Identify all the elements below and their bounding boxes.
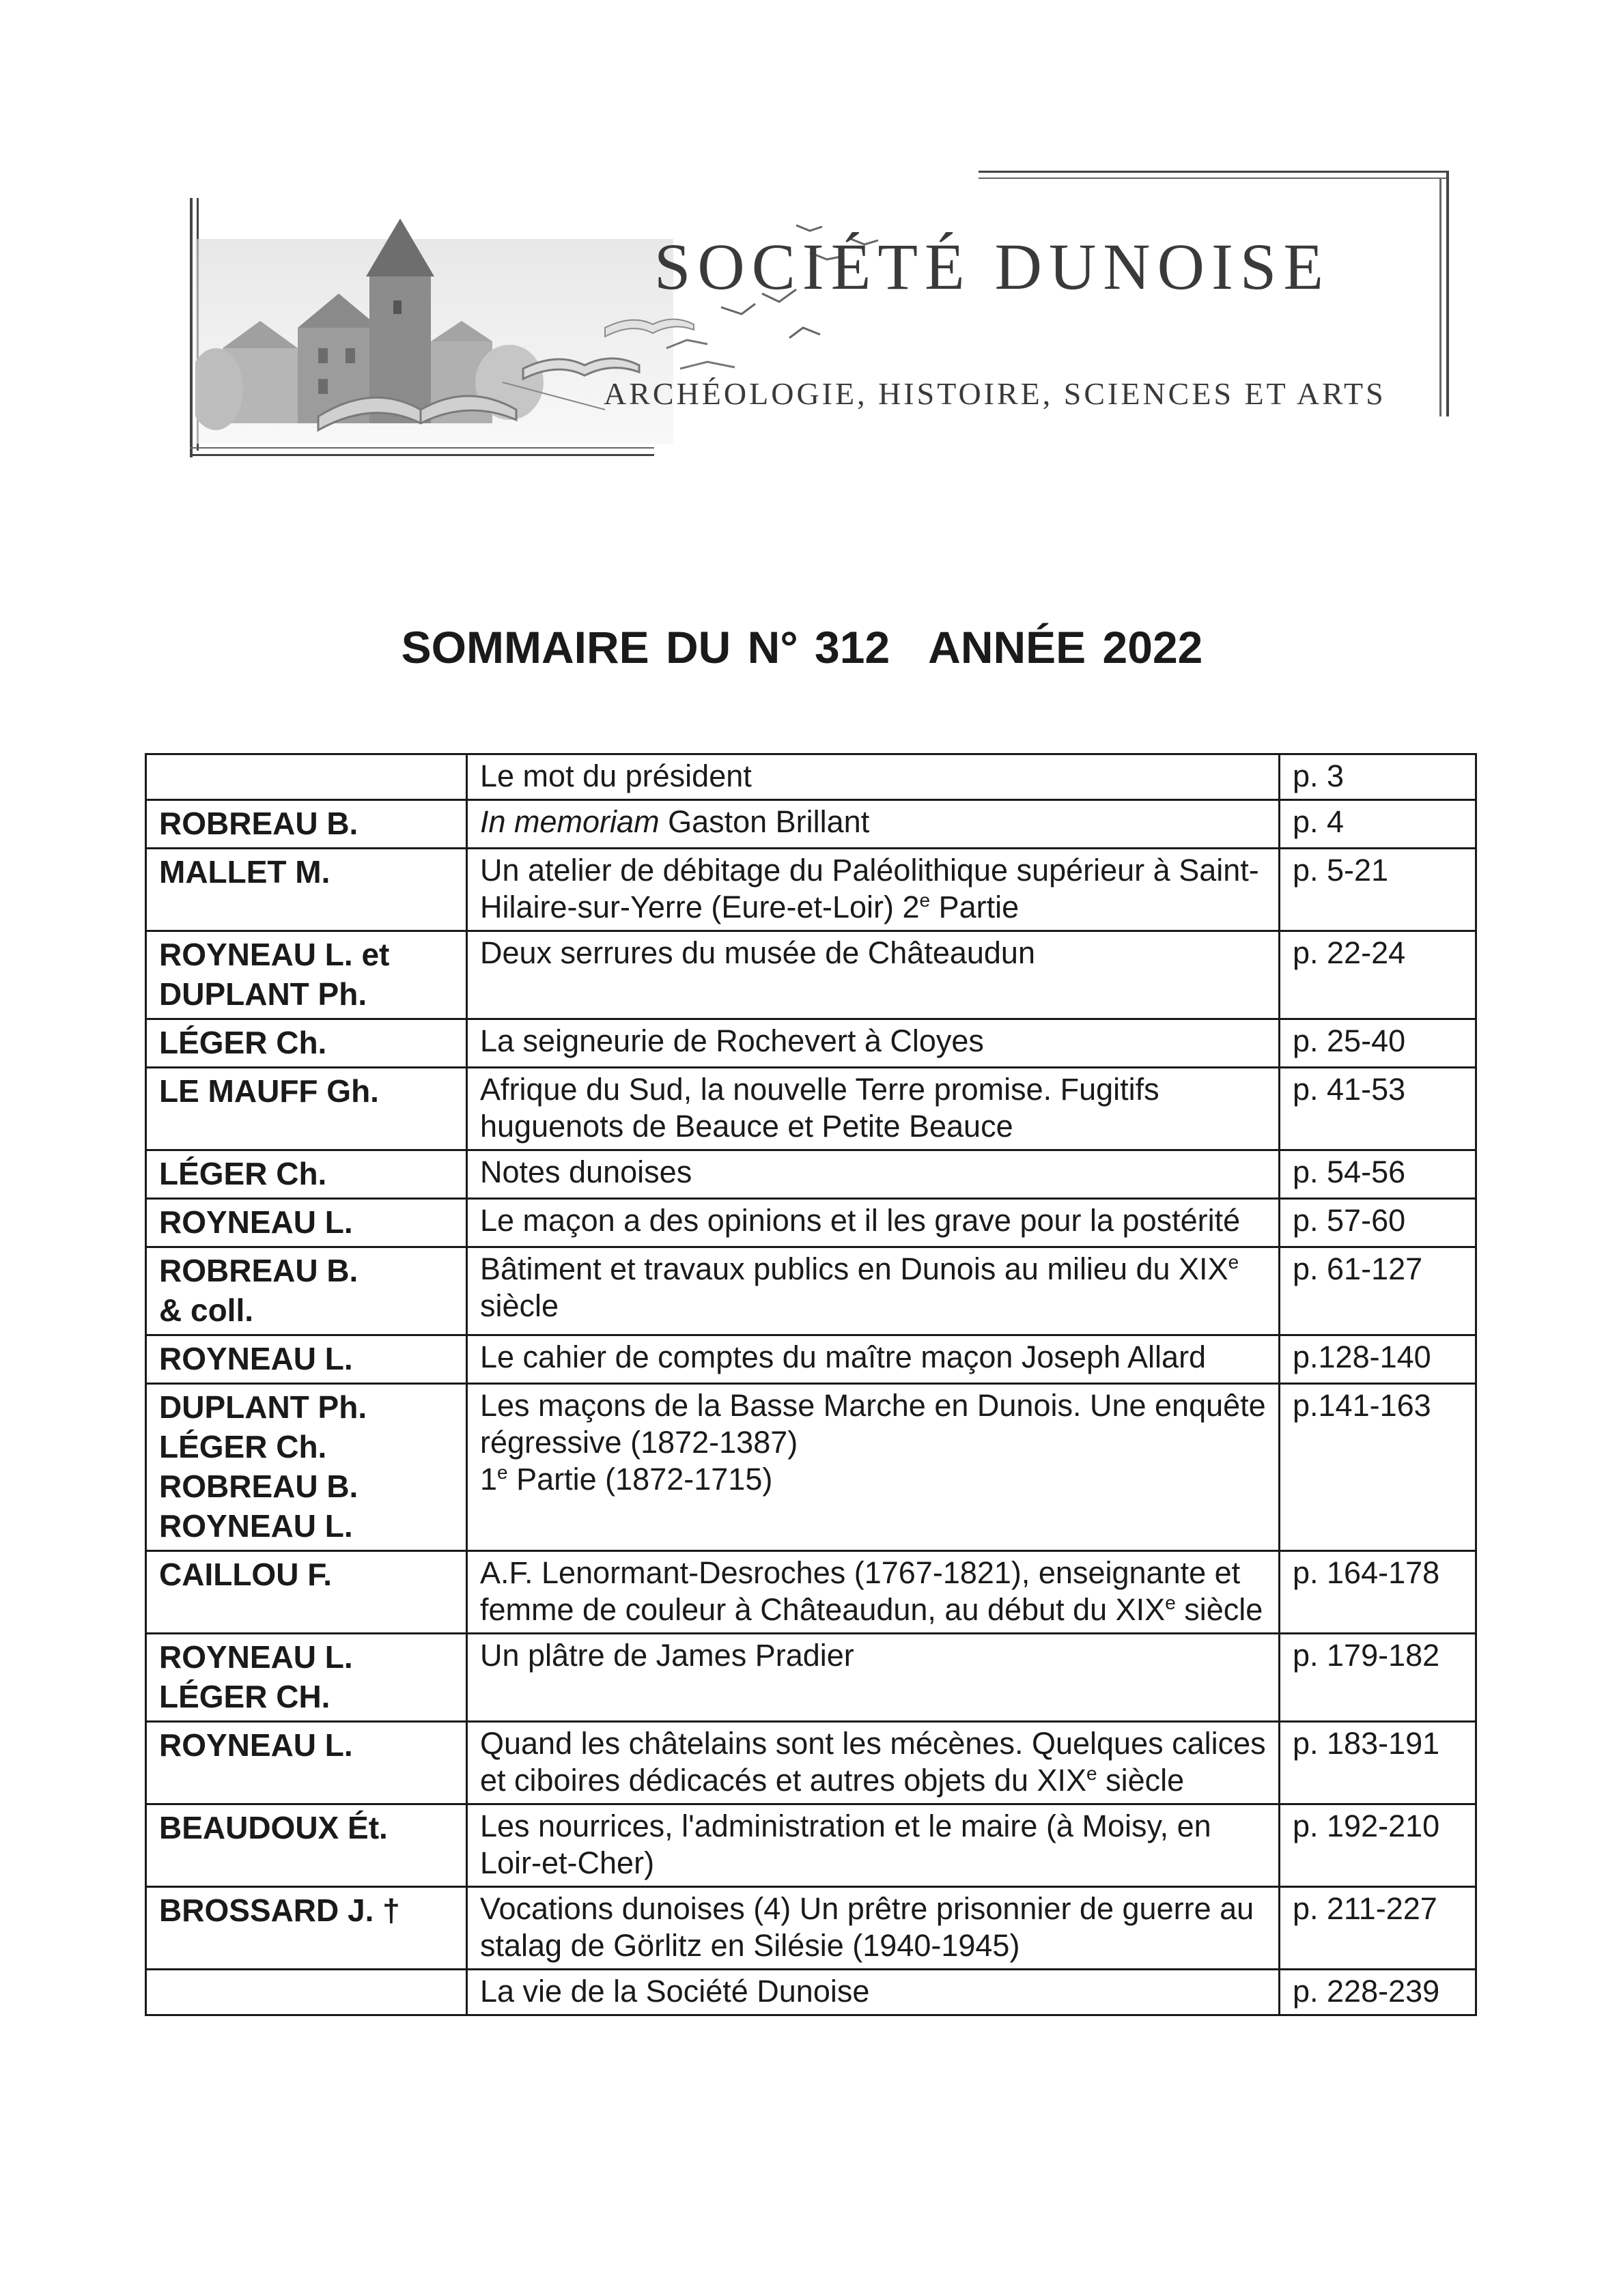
title-text: Un atelier de débitage du Paléolithique supérieur à Saint-Hilaire-sur-Yerre (Eure-et-Loir) 2 (480, 853, 1259, 924)
author-cell (146, 849, 467, 931)
superscript: e (1086, 1763, 1097, 1784)
title-text: Afrique du Sud, la nouvelle Terre promise. Fugitifs huguenots de Beauce et Petite Beauce (480, 1072, 1159, 1144)
page-range: p. 61-127 (1280, 1247, 1476, 1335)
article-title (467, 1804, 1280, 1887)
page-range: p.141-163 (1280, 1384, 1476, 1551)
title-issue: SOMMAIRE DU N° 312 (401, 622, 890, 672)
author-cell (146, 1887, 467, 1970)
title-text: Les maçons de la Basse Marche en Dunois. Une enquête régressive (1872-1387) (480, 1388, 1266, 1460)
title-text: siècle (480, 1288, 559, 1323)
page-range: p.128-140 (1280, 1335, 1476, 1384)
page-title (0, 621, 1604, 673)
table-row (146, 1970, 1476, 2015)
page-range: p. 25-40 (1280, 1019, 1476, 1068)
title-text: Partie (930, 890, 1019, 924)
author-cell (146, 1551, 467, 1634)
article-title (467, 1150, 1280, 1199)
author-cell (146, 1068, 467, 1150)
table-row (146, 754, 1476, 800)
title-text: siècle (1175, 1592, 1263, 1627)
society-name: SOCIÉTÉ DUNOISE (654, 230, 1330, 303)
article-title (467, 931, 1280, 1019)
author-cell (146, 1722, 467, 1804)
author-cell (146, 1804, 467, 1887)
author-name: ROBREAU B. (159, 806, 358, 841)
page-range: p. 3 (1280, 754, 1476, 800)
author-name: ROYNEAU L. (159, 1639, 353, 1675)
table-row (146, 1804, 1476, 1887)
author-cell (146, 1335, 467, 1384)
page-range: p. 57-60 (1280, 1199, 1476, 1247)
table-row (146, 1335, 1476, 1384)
author-name: ROBREAU B. (159, 1253, 358, 1288)
author-cell (146, 800, 467, 849)
title-text: siècle (1097, 1763, 1185, 1798)
author-name: LÉGER Ch. (159, 1156, 327, 1191)
article-title (467, 1887, 1280, 1970)
article-title (467, 800, 1280, 849)
title-text: Le mot du président (480, 759, 752, 793)
author-cell (146, 1634, 467, 1722)
title-text: Quand les châtelains sont les mécènes. Quelques calices et ciboires dédicacés et autres objets du XIX (480, 1726, 1266, 1798)
article-title (467, 1335, 1280, 1384)
page-range: p. 228-239 (1280, 1970, 1476, 2015)
author-name: LÉGER CH. (159, 1679, 330, 1714)
table-row (146, 1722, 1476, 1804)
banner-frame (190, 454, 654, 456)
table-row (146, 800, 1476, 849)
page-range: p. 4 (1280, 800, 1476, 849)
superscript: e (1165, 1592, 1176, 1613)
table-row (146, 1887, 1476, 1970)
title-text: Gaston Brillant (659, 804, 870, 839)
table-row (146, 1199, 1476, 1247)
table-row (146, 931, 1476, 1019)
table-row (146, 1150, 1476, 1199)
title-text: Bâtiment et travaux publics en Dunois au milieu du XIX (480, 1251, 1228, 1286)
table-of-contents (145, 753, 1477, 2016)
author-cell (146, 1150, 467, 1199)
article-title (467, 1551, 1280, 1634)
author-name: & coll. (159, 1292, 254, 1328)
title-year: ANNÉE 2022 (928, 622, 1203, 672)
page-range: p. 179-182 (1280, 1634, 1476, 1722)
article-title (467, 849, 1280, 931)
banner-frame (979, 171, 1448, 173)
banner-frame (190, 447, 654, 449)
page-range: p. 192-210 (1280, 1804, 1476, 1887)
title-text: La seigneurie de Rochevert à Cloyes (480, 1023, 984, 1058)
page-range: p. 41-53 (1280, 1068, 1476, 1150)
table-row (146, 1068, 1476, 1150)
author-name: ROYNEAU L. (159, 1204, 353, 1240)
table-row (146, 1551, 1476, 1634)
article-title (467, 1634, 1280, 1722)
page-range: p. 22-24 (1280, 931, 1476, 1019)
banner-frame (1446, 171, 1449, 416)
author-name: CAILLOU F. (159, 1557, 332, 1592)
superscript: e (919, 890, 931, 911)
author-name: LE MAUFF Gh. (159, 1073, 379, 1109)
article-title (467, 1722, 1280, 1804)
article-title (467, 1199, 1280, 1247)
page-range: p. 211-227 (1280, 1887, 1476, 1970)
author-cell (146, 1247, 467, 1335)
author-name: ROYNEAU L. (159, 1341, 353, 1376)
article-title (467, 754, 1280, 800)
author-name: DUPLANT Ph. (159, 976, 367, 1012)
title-text: A.F. Lenormant-Desroches (1767-1821), enseignante et femme de couleur à Châteaudun, au début du XIX (480, 1555, 1241, 1627)
author-cell (146, 1019, 467, 1068)
title-text: Le cahier de comptes du maître maçon Joseph Allard (480, 1340, 1207, 1374)
title-text: Notes dunoises (480, 1154, 692, 1189)
table-row (146, 849, 1476, 931)
table-row (146, 1247, 1476, 1335)
article-title (467, 1970, 1280, 2015)
article-title (467, 1068, 1280, 1150)
title-text: Un plâtre de James Pradier (480, 1638, 854, 1673)
title-text: In memoriam (480, 804, 660, 839)
article-title (467, 1247, 1280, 1335)
title-text: Le maçon a des opinions et il les grave pour la postérité (480, 1203, 1241, 1238)
author-name: BROSSARD J. † (159, 1893, 400, 1928)
table-row (146, 1634, 1476, 1722)
author-name: ROYNEAU L. et (159, 937, 390, 972)
author-name: ROBREAU B. (159, 1469, 358, 1504)
page-range: p. 183-191 (1280, 1722, 1476, 1804)
author-name: MALLET M. (159, 854, 330, 890)
table-row (146, 1019, 1476, 1068)
society-banner (190, 171, 1448, 457)
page-range: p. 5-21 (1280, 849, 1476, 931)
author-name: LÉGER Ch. (159, 1025, 327, 1060)
page-range: p. 164-178 (1280, 1551, 1476, 1634)
title-text: Vocations dunoises (4) Un prêtre prisonnier de guerre au stalag de Görlitz en Silésie (1940-1945) (480, 1891, 1254, 1963)
article-title (467, 1019, 1280, 1068)
title-text: Les nourrices, l'administration et le maire (à Moisy, en Loir-et-Cher) (480, 1809, 1211, 1880)
author-cell (146, 1970, 467, 2015)
article-title (467, 1384, 1280, 1551)
society-subtitle: ARCHÉOLOGIE, HISTOIRE, SCIENCES ET ARTS (604, 376, 1386, 411)
superscript: e (497, 1462, 508, 1483)
author-cell (146, 1199, 467, 1247)
superscript: e (1228, 1251, 1239, 1273)
author-name: ROYNEAU L. (159, 1727, 353, 1763)
author-name: ROYNEAU L. (159, 1508, 353, 1544)
page-range: p. 54-56 (1280, 1150, 1476, 1199)
toc-body (146, 754, 1476, 2015)
author-name: DUPLANT Ph. (159, 1389, 367, 1425)
author-cell (146, 1384, 467, 1551)
author-name: LÉGER Ch. (159, 1429, 327, 1464)
author-cell (146, 931, 467, 1019)
title-text: La vie de la Société Dunoise (480, 1974, 870, 2009)
table-row (146, 1384, 1476, 1551)
banner-frame (190, 198, 193, 457)
title-text: 1 (480, 1462, 498, 1497)
author-name: BEAUDOUX Ét. (159, 1810, 388, 1845)
title-text: Partie (1872-1715) (507, 1462, 773, 1497)
banner-frame (979, 178, 1448, 179)
title-text: Deux serrures du musée de Châteaudun (480, 935, 1035, 970)
author-cell (146, 754, 467, 800)
